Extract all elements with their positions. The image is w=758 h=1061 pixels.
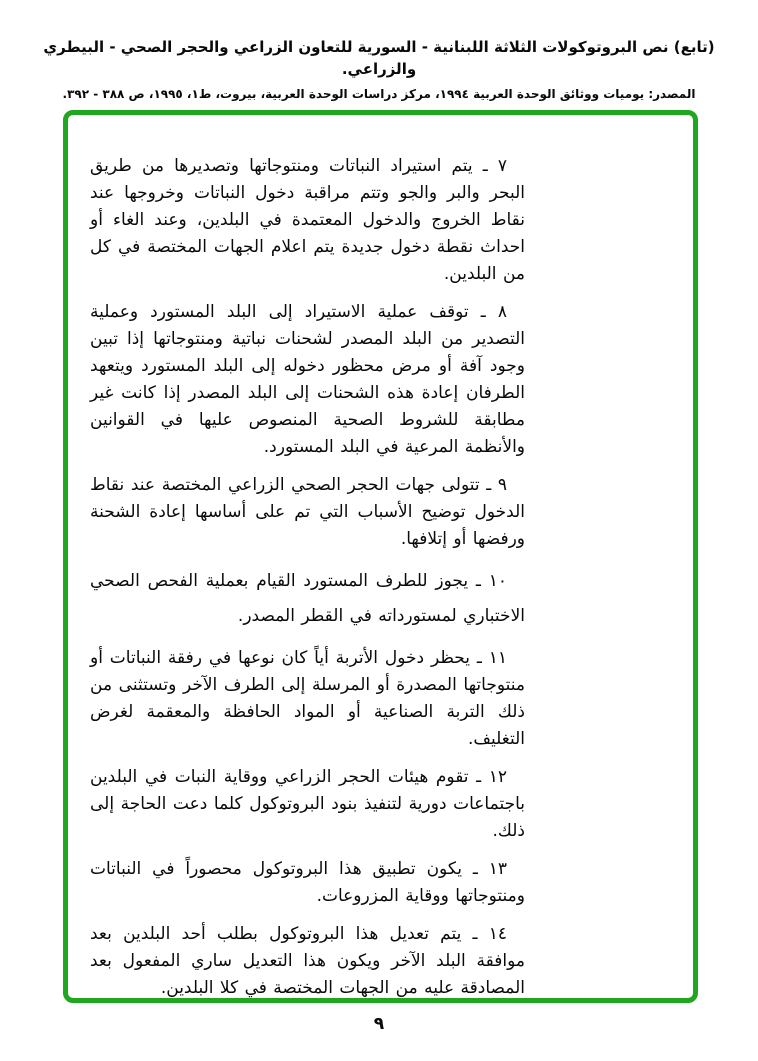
paragraph-item-12: ١٢ ـ تقوم هيئات الحجر الزراعي ووقاية النبات في البلدين باجتماعات دورية لتنفيذ بنود البروتوكول كلما دعت الحاجة إلى ذلك. <box>90 767 525 841</box>
header-source-citation: المصدر: يوميات ووثائق الوحدة العربية ١٩٩٤، مركز دراسات الوحدة العربية، بيروت، ط١، ١٩٩٥، ص ٣٨٨ - ٣٩٢. <box>62 87 696 101</box>
paragraph-item-14: ١٤ ـ يتم تعديل هذا البروتوكول بطلب أحد البلدين بعد موافقة البلد الآخر ويكون هذا التعديل ساري المفعول بعد المصادقة عليه من الجهات المختصة في كلا البلدين. <box>90 924 525 998</box>
page-header <box>0 36 758 104</box>
paragraph-item-9: ٩ ـ تتولى جهات الحجر الصحي الزراعي المختصة عند نقاط الدخول توضيح الأسباب التي تم على أساسها إعادة الشحنة ورفضها أو إتلافها. <box>90 475 525 549</box>
paragraph-item-11: ١١ ـ يحظر دخول الأتربة أياً كان نوعها في رفقة النباتات أو منتوجاتها المصدرة أو المرسلة إلى الطرف الآخر وتستثنى من ذلك التربة الصناعية أو المواد الحافظة والمعقمة لغرض التغليف. <box>90 648 525 749</box>
paragraph-item-8: ٨ ـ توقف عملية الاستيراد إلى البلد المستورد وعملية التصدير من البلد المصدر لشحنات نباتية ومنتوجاتها إذا تبين وجود آفة أو مرض محظور دخوله إلى البلد المستورد ويتعهد الطرفان إعادة هذه الشحنات إلى البلد المصدر إذا كانت غير مطابقة للشروط الصحية المنصوص عليها في القوانين والأنظمة المرعية في البلد المستورد. <box>90 302 525 457</box>
paragraph-item-10: ١٠ ـ يجوز للطرف المستورد القيام بعملية الفحص الصحي الاختباري لمستورداته في القطر المصدر. <box>90 571 525 626</box>
green-border-frame <box>63 110 698 1003</box>
header-title: (تابع) نص البروتوكولات الثلاثة اللبنانية - السورية للتعاون الزراعي والحجر الصحي - البيطري والزراعي. <box>43 38 715 78</box>
paragraph-item-7: ٧ ـ يتم استيراد النباتات ومنتوجاتها وتصديرها من طريق البحر والبر والجو وتتم مراقبة دخول النباتات وخروجها عند نقاط الخروج والدخول المعتمدة في البلدين، وعند الغاء أو احداث نقطة دخول جديدة يتم اعلام الجهات المختصة في كل من البلدين. <box>90 156 525 284</box>
page-number: ٩ <box>373 1014 385 1034</box>
protocol-text-column <box>90 153 525 1013</box>
paragraph-item-13: ١٣ ـ يكون تطبيق هذا البروتوكول محصوراً في النباتات ومنتوجاتها ووقاية المزروعات. <box>90 859 525 906</box>
